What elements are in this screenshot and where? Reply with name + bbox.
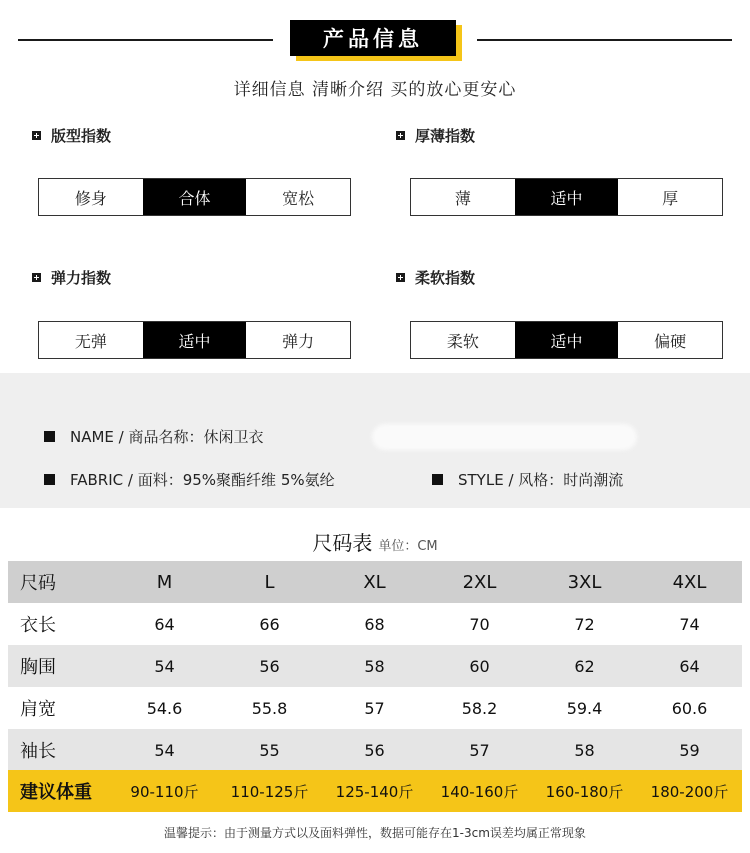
bullet-square-icon xyxy=(44,474,55,485)
elasticity-option-stretch: 弹力 xyxy=(282,331,315,351)
table-header-cell: M xyxy=(156,571,173,593)
size-table-title-text: 尺码表 xyxy=(312,531,373,555)
table-header-cell: XL xyxy=(363,571,386,593)
softness-option-medium: 适中 xyxy=(515,322,619,358)
bullet-square-icon xyxy=(44,431,55,442)
table-cell: 59.4 xyxy=(566,698,603,718)
table-cell: 57 xyxy=(469,740,490,760)
table-cell: 54.6 xyxy=(146,698,183,718)
table-cell: 55 xyxy=(259,740,280,760)
table-cell: 160-180斤 xyxy=(545,782,624,801)
table-cell: 68 xyxy=(364,614,385,634)
table-cell: 56 xyxy=(364,740,385,760)
thickness-index-scale xyxy=(410,178,723,216)
size-table-unit: 单位：CM xyxy=(378,539,438,554)
fit-index-scale xyxy=(38,178,351,216)
table-cell: 64 xyxy=(154,614,175,634)
info-fabric xyxy=(44,469,335,490)
elasticity-index-scale xyxy=(38,321,351,359)
table-cell: 58 xyxy=(364,656,385,676)
plus-square-icon xyxy=(396,273,405,282)
bullet-square-icon xyxy=(432,474,443,485)
page-subtitle: 详细信息 清晰介绍 买的放心更安心 xyxy=(233,80,517,100)
table-cell: 66 xyxy=(259,614,280,634)
info-style xyxy=(432,469,623,490)
softness-option-soft: 柔软 xyxy=(446,331,479,351)
table-cell: 90-110斤 xyxy=(130,782,199,801)
table-cell: 140-160斤 xyxy=(440,782,519,801)
softness-option-stiff: 偏硬 xyxy=(654,331,687,351)
table-cell: 72 xyxy=(574,614,595,634)
table-row xyxy=(8,603,742,645)
blurred-region xyxy=(372,424,637,450)
info-name-text: NAME / 商品名称：休闲卫衣 xyxy=(70,428,264,446)
table-cell: 胸围 xyxy=(20,657,56,678)
elasticity-index-title: 弹力指数 xyxy=(51,269,112,287)
elasticity-option-medium: 适中 xyxy=(143,322,247,358)
table-cell: 58 xyxy=(574,740,595,760)
thickness-option-medium: 适中 xyxy=(515,179,619,215)
table-cell: 62 xyxy=(574,656,595,676)
table-header-cell: 尺码 xyxy=(20,573,56,594)
softness-index xyxy=(396,267,475,288)
elasticity-option-none: 无弹 xyxy=(74,331,107,351)
table-cell: 110-125斤 xyxy=(230,782,309,801)
fit-option-loose: 宽松 xyxy=(282,188,315,208)
table-header-cell: 4XL xyxy=(672,571,707,593)
fit-option-regular: 合体 xyxy=(143,179,247,215)
thickness-option-thin: 薄 xyxy=(454,188,471,208)
header-rule-left xyxy=(18,39,273,41)
fit-index xyxy=(32,125,111,146)
table-cell: 70 xyxy=(469,614,490,634)
table-cell: 60 xyxy=(469,656,490,676)
table-cell: 60.6 xyxy=(671,698,708,718)
table-cell: 56 xyxy=(259,656,280,676)
thickness-option-thick: 厚 xyxy=(662,188,679,208)
table-row xyxy=(8,687,742,729)
table-header-cell: 3XL xyxy=(567,571,602,593)
plus-square-icon xyxy=(32,273,41,282)
elasticity-index xyxy=(32,267,111,288)
page-title: 产品信息 xyxy=(290,20,456,56)
fit-index-title: 版型指数 xyxy=(51,127,112,145)
table-cell: 59 xyxy=(679,740,700,760)
info-style-text: STYLE / 风格：时尚潮流 xyxy=(458,471,624,489)
info-name xyxy=(44,426,264,447)
weight-row xyxy=(8,770,742,812)
table-header-cell: 2XL xyxy=(462,571,497,593)
header-rule-right xyxy=(477,39,732,41)
thickness-index-title: 厚薄指数 xyxy=(415,127,476,145)
table-cell: 衣长 xyxy=(20,615,56,636)
table-header-row xyxy=(8,561,742,603)
table-cell: 74 xyxy=(679,614,700,634)
table-cell: 180-200斤 xyxy=(650,782,729,801)
table-cell: 肩宽 xyxy=(20,699,56,720)
table-row xyxy=(8,729,742,771)
fit-option-slim: 修身 xyxy=(74,188,107,208)
table-cell: 袖长 xyxy=(20,741,56,762)
info-fabric-text: FABRIC / 面料：95%聚酯纤维 5%氨纶 xyxy=(70,471,335,489)
plus-square-icon xyxy=(32,131,41,140)
table-cell: 55.8 xyxy=(251,698,288,718)
table-cell: 建议体重 xyxy=(20,782,92,803)
softness-index-title: 柔软指数 xyxy=(415,269,476,287)
table-cell: 57 xyxy=(364,698,385,718)
table-cell: 58.2 xyxy=(461,698,498,718)
table-cell: 125-140斤 xyxy=(335,782,414,801)
table-cell: 54 xyxy=(154,740,175,760)
size-table-title xyxy=(0,527,750,556)
table-cell: 54 xyxy=(154,656,175,676)
table-header-cell: L xyxy=(264,571,275,593)
plus-square-icon xyxy=(396,131,405,140)
table-cell: 64 xyxy=(679,656,700,676)
size-note: 温馨提示：由于测量方式以及面料弹性，数据可能存在1-3cm误差均属正常现象 xyxy=(164,826,586,840)
thickness-index xyxy=(396,125,475,146)
softness-index-scale xyxy=(410,321,723,359)
table-row xyxy=(8,645,742,687)
